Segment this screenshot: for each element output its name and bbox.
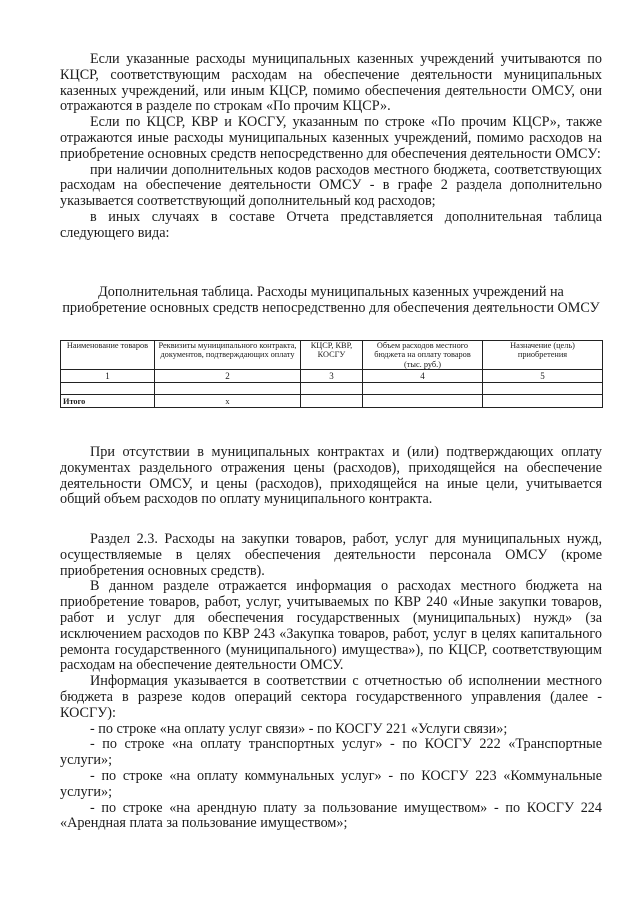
column-number: 5 — [483, 370, 603, 383]
header-cell: Реквизиты муниципального контракта, документов, подтверждающих оплату — [155, 341, 301, 370]
paragraph: Если по КЦСР, КВР и КОСГУ, указанным по строке «По прочим КЦСР», также отражаются иные расходы муниципальных казенных учреждений, помимо расходов на приобретение основных средств непосредственно для обеспечения деятельности ОМСУ: — [60, 114, 602, 162]
table-cell — [483, 383, 603, 395]
column-number: 4 — [363, 370, 483, 383]
paragraph: в иных случаях в составе Отчета представляется дополнительная таблица следующего вида: — [60, 208, 602, 241]
list-item: - по строке «на оплату услуг связи» - по КОСГУ 221 «Услуги связи»; — [90, 720, 508, 737]
paragraph: Если указанные расходы муниципальных казенных учреждений учитываются по КЦСР, соответствующим расходам на обеспечение деятельности муниципальных казенных учреждений, или иным КЦСР, помимо обеспечения деятельности ОМСУ, они отражаются в разделе по строкам «По прочим КЦСР». — [60, 51, 602, 115]
after-table-block — [60, 445, 602, 508]
list-item: - по строке «на оплату транспортных услуг» - по КОСГУ 222 «Транспортные услуги»; — [60, 736, 602, 769]
table-cell — [301, 395, 363, 408]
intro-block — [60, 52, 602, 242]
column-number-row — [61, 370, 603, 383]
table-cell — [363, 395, 483, 408]
table-cell — [483, 395, 603, 408]
table-row — [61, 383, 603, 395]
total-row — [61, 395, 603, 408]
header-cell: Назначение (цель) приобретения — [483, 341, 603, 370]
table-cell — [155, 383, 301, 395]
additional-table — [60, 340, 603, 408]
column-number: 2 — [155, 370, 301, 383]
list-item: - по строке «на оплату коммунальных услуг» - по КОСГУ 223 «Коммунальные услуги»; — [60, 767, 602, 800]
paragraph: В данном разделе отражается информация о расходах местного бюджета на приобретение товаров, работ, услуг, учитываемых по КВР 240 «Иные закупки товаров, работ и услуг для обеспечения государственных (муниципальных) нужд» (за исключением расходов по КВР 243 «Закупка товаров, работ, услуг в целях капитального ремонта государственного (муниципального) имущества»), по КЦСР, соответствующим расходам на обеспечение деятельности ОМСУ. — [60, 578, 602, 674]
table-cell — [61, 383, 155, 395]
table-cell — [363, 383, 483, 395]
paragraph: Информация указывается в соответствии с отчетностью об исполнении местного бюджета в разрезе кодов операций сектора государственного управления (далее - КОСГУ): — [60, 673, 602, 721]
column-number: 1 — [61, 370, 155, 383]
section-block — [60, 532, 602, 832]
list-item: - по строке «на арендную плату за пользование имуществом» - по КОСГУ 224 «Арендная плата за пользование имуществом»; — [60, 799, 602, 832]
paragraph: При отсутствии в муниципальных контрактах и (или) подтверждающих оплату документах раздельного отражения цены (расходов), приходящейся на обеспечение деятельности ОМСУ, и цены (расходов), приходящейся на иные цели, учитывается общий объем расходов по оплату муниципального контракта. — [60, 444, 602, 508]
header-cell: КЦСР, КВР, КОСГУ — [301, 341, 363, 370]
total-mark: х — [155, 395, 301, 408]
table-caption: Дополнительная таблица. Расходы муниципальных казенных учреждений на приобретение основных средств непосредственно для обеспечения деятельности ОМСУ — [62, 284, 600, 316]
column-number: 3 — [301, 370, 363, 383]
table-cell — [301, 383, 363, 395]
paragraph: при наличии дополнительных кодов расходов местного бюджета, соответствующих расходам на обеспечение деятельности ОМСУ - в графе 2 раздела дополнительно указывается соответствующий дополнительный код расходов; — [60, 161, 602, 210]
total-label: Итого — [61, 395, 155, 408]
table-header-row — [61, 341, 603, 370]
header-cell: Наименование товаров — [61, 341, 155, 370]
section-heading: Раздел 2.3. Расходы на закупки товаров, работ, услуг для муниципальных нужд, осуществляемые в целях обеспечения деятельности персонала ОМСУ (кроме приобретения основных средств). — [60, 531, 602, 579]
header-cell: Объем расходов местного бюджета на оплату товаров (тыс. руб.) — [363, 341, 483, 370]
